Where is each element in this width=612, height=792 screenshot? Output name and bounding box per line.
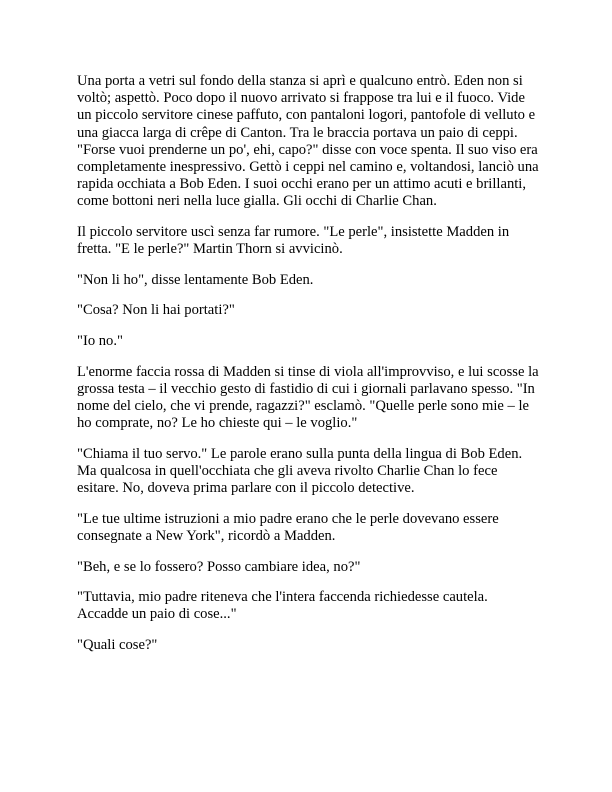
paragraph: "Chiama il tuo servo." Le parole erano sulla punta della lingua di Bob Eden. Ma qualcosa in quell'occhiata che gli aveva rivolto Charlie Chan lo fece esitare. No, doveva prima parlare con il piccolo detective. (77, 445, 523, 497)
paragraph: "Beh, e se lo fossero? Posso cambiare idea, no?" (77, 558, 361, 575)
paragraph: Una porta a vetri sul fondo della stanza si aprì e qualcuno entrò. Eden non si voltò; aspettò. Poco dopo il nuovo arrivato si frappose tra lui e il fuoco. Vide un piccolo servitore cinese paffuto, con pantaloni logori, pantofole di velluto e una giacca larga di crêpe di Canton. Tra le braccia portava un paio di ceppi. "Forse vuoi prenderne un po', ehi, capo?" disse con voce spenta. Il suo viso era completamente inespressivo. Gettò i ceppi nel camino e, voltandosi, lanciò una rapida occhiata a Bob Eden. I suoi occhi erano per un attimo acuti e brillanti, come bottoni neri nella luce gialla. Gli occhi di Charlie Chan. (77, 73, 539, 210)
paragraph: "Cosa? Non li hai portati?" (77, 302, 235, 319)
paragraph: L'enorme faccia rossa di Madden si tinse di viola all'improvviso, e lui scosse la grossa testa – il vecchio gesto di fastidio di cui i giornali parlavano spesso. "In nome del cielo, che vi prende, ragazzi?" esclamò. "Quelle perle sono mie – le ho comprate, no? Le ho chieste qui – le voglio." (77, 363, 539, 432)
paragraph: "Io no." (77, 333, 123, 349)
paragraph: "Non li ho", disse lentamente Bob Eden. (77, 271, 314, 288)
paragraph: "Tuttavia, mio padre riteneva che l'intera faccenda richiedesse cautela. Accadde un paio di cose..." (77, 589, 488, 623)
paragraph: Il piccolo servitore uscì senza far rumore. "Le perle", insistette Madden in fretta. "E le perle?" Martin Thorn si avvicinò. (77, 224, 510, 258)
document-page (77, 73, 539, 668)
paragraph: "Le tue ultime istruzioni a mio padre erano che le perle dovevano essere consegnate a New York", ricordò a Madden. (77, 510, 499, 544)
paragraph: "Quali cose?" (77, 636, 158, 653)
